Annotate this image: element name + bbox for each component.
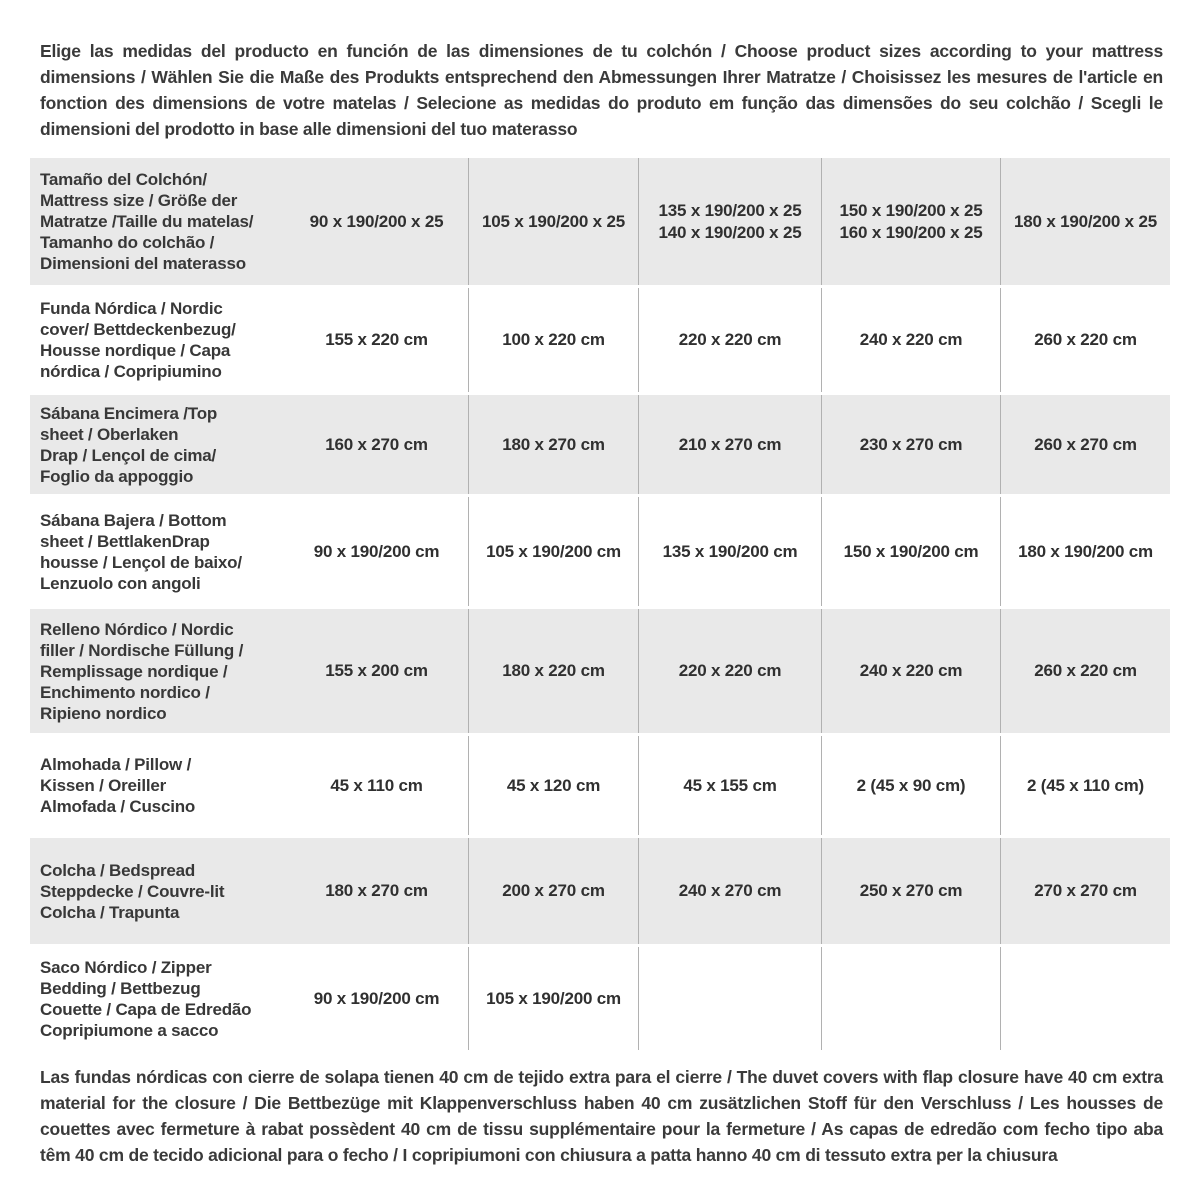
header-col-2: 105 x 190/200 x 25 [468, 158, 638, 285]
size-cell: 240 x 220 cm [821, 288, 1000, 392]
size-cell: 240 x 220 cm [821, 609, 1000, 733]
size-cell: 260 x 220 cm [1000, 609, 1170, 733]
size-cell: 2 (45 x 110 cm) [1000, 736, 1170, 835]
table-row-bedspread [30, 838, 1170, 947]
header-col-4: 150 x 190/200 x 25 160 x 190/200 x 25 [821, 158, 1000, 285]
table-header-row [30, 158, 1170, 288]
header-label: Tamaño del Colchón/ Mattress size / Größe der Matratze /Taille du matelas/ Tamanho do colchão / Dimensioni del materasso [40, 170, 254, 273]
row-label: Relleno Nórdico / Nordic filler / Nordische Füllung / Remplissage nordique / Enchimento nordico / Ripieno nordico [40, 619, 244, 723]
size-cell: 180 x 270 cm [325, 881, 428, 900]
size-cell: 180 x 190/200 cm [1000, 497, 1170, 606]
header-col-5: 180 x 190/200 x 25 [1000, 158, 1170, 285]
table-row-zipper-bedding [30, 947, 1170, 1050]
header-col-1: 90 x 190/200 x 25 [309, 211, 444, 231]
size-cell: 135 x 190/200 cm [638, 497, 821, 606]
size-cell: 45 x 110 cm [330, 775, 423, 795]
size-cell: 100 x 220 cm [468, 288, 638, 392]
size-cell: 220 x 220 cm [638, 609, 821, 733]
table-row-bottom-sheet [30, 497, 1170, 609]
size-cell: 240 x 270 cm [638, 838, 821, 944]
intro-text: Elige las medidas del producto en función de las dimensiones de tu colchón / Choose product sizes according to your mattress dimensions / Wählen Sie die Maße des Produkts entsprechend den Abmessungen Ihrer Matratze / Choisissez les mesures de l'article en fonction des dimensions de votre matelas / Selecione as medidas do produto em função das dimensões do seu colchão / Scegli le dimensioni del prodotto in base alle dimensioni del tuo materasso [40, 41, 1163, 139]
size-cell: 2 (45 x 90 cm) [821, 736, 1000, 835]
size-cell: 180 x 270 cm [468, 395, 638, 494]
size-table [30, 158, 1170, 1050]
size-cell: 155 x 200 cm [325, 661, 428, 680]
size-cell: 45 x 120 cm [468, 736, 638, 835]
size-cell: 90 x 190/200 cm [313, 541, 440, 561]
footnote-text: Las fundas nórdicas con cierre de solapa tienen 40 cm de tejido extra para el cierre / The duvet covers with flap closure have 40 cm extra material for the closure / Die Bettbezüge mit Klappenverschluss haben 40 cm zusätzlichen Stoff für den Verschluss / Les housses de couettes avec fermeture à rabat possèdent 40 cm de tissu supplémentaire pour la fermeture / As capas de edredão com fecho tipo aba têm 40 cm de tecido adicional para o fecho / I copripiumoni con chiusura a patta hanno 40 cm di tessuto extra per la chiusura [40, 1067, 1163, 1165]
row-label: Sábana Encimera /Top sheet / Oberlaken Drap / Lençol de cima/ Foglio da appoggio [40, 403, 218, 486]
table-row-pillow [30, 736, 1170, 838]
row-label: Colcha / Bedspread Steppdecke / Couvre-lit Colcha / Trapunta [40, 860, 225, 922]
size-cell: 270 x 270 cm [1000, 838, 1170, 944]
row-label: Almohada / Pillow / Kissen / Oreiller Almofada / Cuscino [40, 755, 196, 816]
size-cell: 250 x 270 cm [821, 838, 1000, 944]
size-cell [638, 947, 821, 1050]
table-row-nordic-cover [30, 288, 1170, 395]
size-cell [1000, 947, 1170, 1050]
table-row-top-sheet [30, 395, 1170, 497]
size-cell [821, 947, 1000, 1050]
header-col-3: 135 x 190/200 x 25 140 x 190/200 x 25 [638, 158, 821, 285]
size-cell: 200 x 270 cm [468, 838, 638, 944]
size-cell: 180 x 220 cm [468, 609, 638, 733]
size-cell: 150 x 190/200 cm [821, 497, 1000, 606]
table-row-nordic-filler [30, 609, 1170, 736]
size-cell: 45 x 155 cm [638, 736, 821, 835]
size-cell: 260 x 270 cm [1000, 395, 1170, 494]
size-cell: 105 x 190/200 cm [468, 947, 638, 1050]
row-label: Saco Nórdico / Zipper Bedding / Bettbezug Couette / Capa de Edredão Copripiumone a sacco [40, 957, 252, 1040]
size-cell: 105 x 190/200 cm [468, 497, 638, 606]
size-cell: 260 x 220 cm [1000, 288, 1170, 392]
size-cell: 90 x 190/200 cm [313, 988, 440, 1008]
row-label: Funda Nórdica / Nordic cover/ Bettdeckenbezug/ Housse nordique / Capa nórdica / Copripiumino [40, 299, 236, 381]
size-cell: 220 x 220 cm [638, 288, 821, 392]
size-cell: 210 x 270 cm [638, 395, 821, 494]
size-cell: 160 x 270 cm [325, 434, 428, 454]
row-label: Sábana Bajera / Bottom sheet / BettlakenDrap housse / Lençol de baixo/ Lenzuolo con angoli [40, 510, 242, 593]
size-cell: 230 x 270 cm [821, 395, 1000, 494]
size-cell: 155 x 220 cm [325, 330, 428, 349]
